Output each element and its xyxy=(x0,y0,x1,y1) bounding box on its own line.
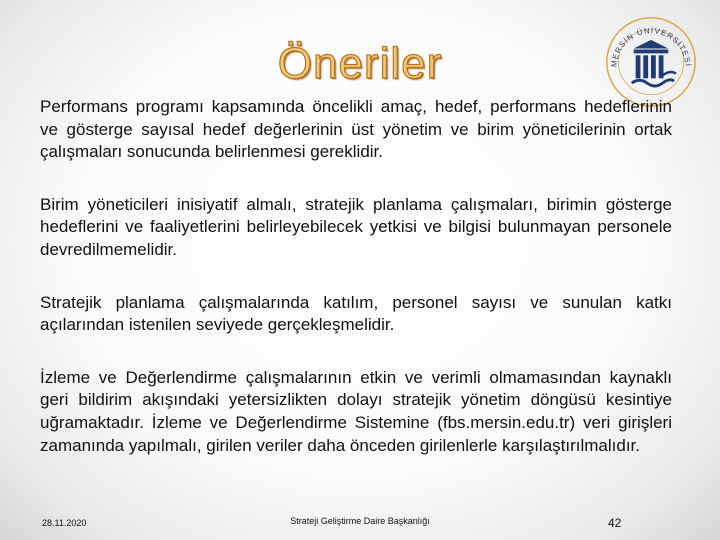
paragraph-2: Birim yöneticileri inisiyatif almalı, stratejik planlama çalışmaları, birimin gösterge hedeflerini ve faaliyetlerini belirleyebilecek yetkisi ve bilgisi bulunmayan personele devredilmemelidir. xyxy=(40,194,672,259)
footer-date: 28.11.2020 xyxy=(42,518,87,528)
slide-content xyxy=(40,96,672,457)
footer-department: Strateji Geliştirme Daire Başkanlığı xyxy=(290,516,430,526)
logo-ring-text: MERSİN ÜNİVERSİTESİ xyxy=(609,26,693,68)
page-number: 42 xyxy=(608,516,622,530)
paragraph-4: İzleme ve Değerlendirme çalışmalarının etkin ve verimli olmamasından kaynaklı geri bildirim akışındaki yetersizlikten dolayı stratejik yönetim döngüsü kesintiye uğramaktadır. İzleme ve Değerlendirme Sistemine (fbs.mersin.edu.tr) veri girişleri zamanında yapılmalı, girilen veriler daha önceden girilenlerle karşılaştırılmalıdır. xyxy=(40,367,672,455)
slide-title: Öneriler xyxy=(277,39,443,88)
paragraph-1: Performans programı kapsamında öncelikli amaç, hedef, performans hedeflerinin ve gösterge sayısal hedef değerlerinin üst yönetim ve birim yöneticilerinin ortak çalışmaları sonucunda belirlenmesi gereklidir. xyxy=(40,97,672,162)
paragraph-3: Stratejik planlama çalışmalarında katılım, personel sayısı ve sunulan katkı açılarından istenilen seviyede gerçekleşmelidir. xyxy=(40,292,672,335)
